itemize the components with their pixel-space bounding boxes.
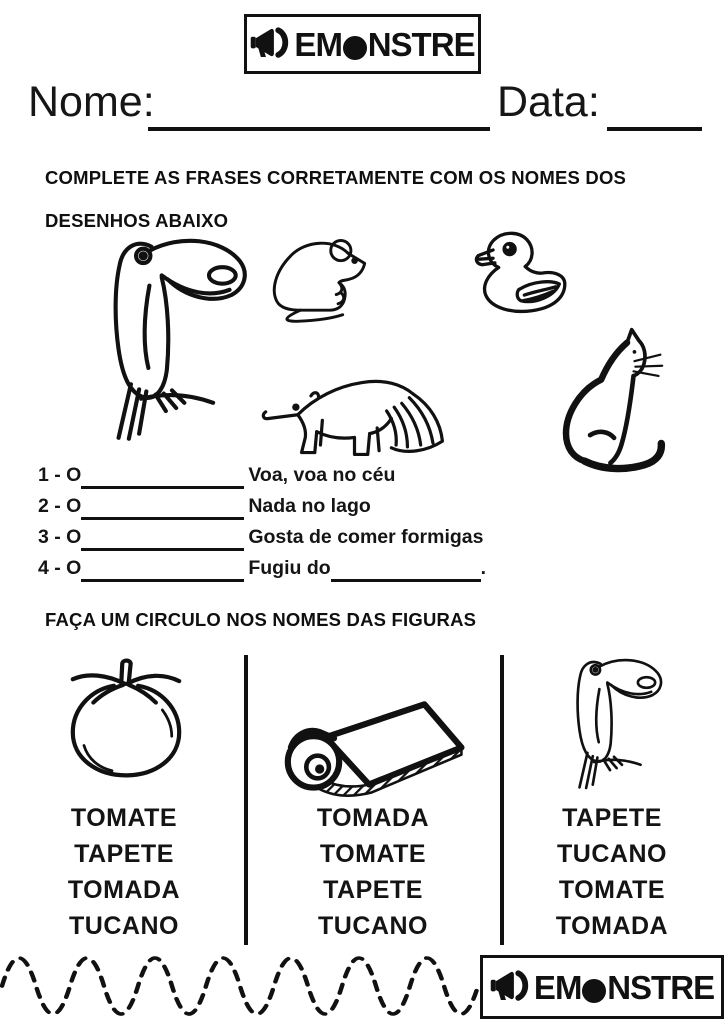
tomato-drawing: [56, 652, 196, 783]
instruction-line-2: DESENHOS ABAIXO: [45, 210, 229, 231]
word-list-column-2: [250, 800, 496, 944]
toucan-small-drawing: [560, 648, 668, 794]
circle-word-option: TOMATE: [558, 876, 666, 904]
duck-drawing: [465, 227, 580, 319]
answer-blank: [331, 562, 481, 582]
circle-word-option: TOMATE: [70, 804, 178, 832]
anteater-drawing: [252, 358, 457, 462]
rolled-carpet-drawing: [272, 692, 468, 805]
logo-letter: S: [390, 25, 412, 63]
circle-word-option: TOMADA: [555, 912, 669, 940]
logo-letter: R: [430, 25, 454, 63]
circle-word-option: TOMATE: [319, 840, 427, 868]
logo-letter: T: [651, 968, 671, 1006]
scissor-wave-line: [0, 950, 480, 1022]
circle-word-option: TAPETE: [74, 840, 174, 868]
circle-word-option: TAPETE: [323, 876, 423, 904]
logo-letter: E: [294, 25, 316, 63]
logo-letter-o: [343, 36, 367, 60]
logo-letter: M: [315, 25, 342, 63]
column-divider-2: [500, 655, 504, 945]
sentence-suffix: .: [480, 557, 487, 579]
megaphone-icon: [250, 26, 292, 62]
logo-letter: T: [411, 25, 431, 63]
circle-word-option: TUCANO: [69, 912, 179, 940]
name-write-line: [148, 127, 490, 131]
sentence-list: [38, 458, 486, 582]
answer-blank: [81, 500, 244, 520]
demonstre-logo-bottom: [480, 955, 724, 1019]
sentence-row: [38, 489, 486, 520]
logo-wordmark: [533, 968, 715, 1006]
sentence-number: 1 - O: [38, 464, 82, 486]
logo-letter: E: [533, 968, 555, 1006]
answer-blank: [81, 469, 244, 489]
logo-letter: E: [693, 968, 715, 1006]
answer-blank: [81, 531, 244, 551]
sentence-row: [38, 551, 486, 582]
date-write-line: [607, 127, 702, 131]
mouse-drawing: [262, 231, 372, 327]
sentence-text: Nada no lago: [248, 495, 371, 517]
circle-word-option: TOMADA: [316, 804, 430, 832]
megaphone-icon: [490, 969, 532, 1005]
sentence-text: Fugiu do: [248, 557, 331, 579]
cat-drawing: [538, 326, 668, 474]
logo-letter: S: [630, 968, 652, 1006]
sentence-number: 3 - O: [38, 526, 82, 548]
answer-blank: [81, 562, 244, 582]
sentence-text: Gosta de comer formigas: [248, 526, 484, 548]
circle-word-option: TUCANO: [318, 912, 428, 940]
logo-letter: N: [607, 968, 631, 1006]
logo-letter: M: [554, 968, 582, 1006]
sentence-text: Voa, voa no céu: [248, 464, 396, 486]
word-list-column-3: [506, 800, 718, 944]
name-label: Nome:: [28, 78, 155, 126]
circle-word-option: TUCANO: [557, 840, 667, 868]
sentence-number: 2 - O: [38, 495, 82, 517]
word-list-column-1: [8, 800, 240, 944]
logo-letter: E: [453, 25, 475, 63]
toucan-drawing: [88, 222, 256, 448]
logo-letter-o: [582, 979, 606, 1003]
circle-word-option: TOMADA: [67, 876, 181, 904]
logo-letter: R: [670, 968, 694, 1006]
sentence-number: 4 - O: [38, 557, 82, 579]
sentence-row: [38, 458, 486, 489]
date-label: Data:: [497, 78, 600, 126]
sentence-row: [38, 520, 486, 551]
column-divider-1: [244, 655, 248, 945]
logo-wordmark: [294, 25, 475, 63]
instruction-line-1: COMPLETE AS FRASES CORRETAMENTE COM OS NOMES DOS: [45, 167, 627, 188]
logo-letter: N: [367, 25, 391, 63]
exercise2-instruction: FAÇA UM CIRCULO NOS NOMES DAS FIGURAS: [45, 609, 477, 630]
demonstre-logo-top: [244, 14, 481, 74]
circle-word-option: TAPETE: [562, 804, 662, 832]
